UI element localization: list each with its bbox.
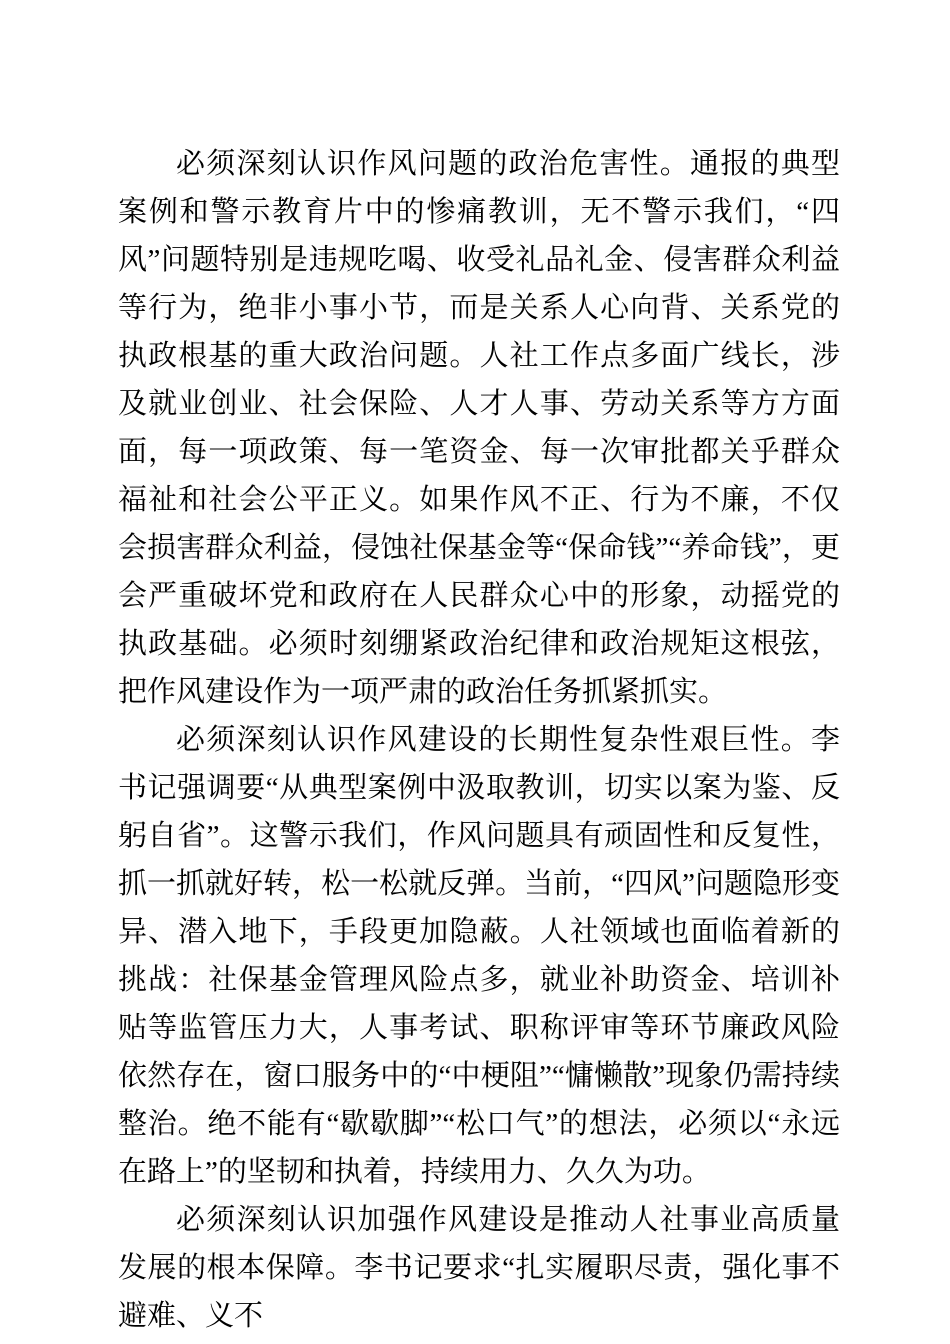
paragraph: 必须深刻认识加强作风建设是推动人社事业高质量发展的根本保障。李书记要求“扎实履职尽责，强化事不避难、义不 <box>118 1204 840 1332</box>
document-body-text <box>118 140 840 1340</box>
paragraph: 必须深刻认识作风建设的长期性复杂性艰巨性。李书记强调要“从典型案例中汲取教训，切实以案为鉴、反躬自省”。这警示我们，作风问题具有顽固性和反复性，抓一抓就好转，松一松就反弹。当前，“四风”问题隐形变异、潜入地下，手段更加隐蔽。人社领域也面临着新的挑战：社保基金管理风险点多，就业补助资金、培训补贴等监管压力大，人事考试、职称评审等环节廉政风险依然存在，窗口服务中的“中梗阻”“慵懒散”现象仍需持续整治。绝不能有“歇歇脚”“松口气”的想法，必须以“永远在路上”的坚韧和执着，持续用力、久久为功。 <box>118 724 840 1188</box>
paragraph: 必须深刻认识作风问题的政治危害性。通报的典型案例和警示教育片中的惨痛教训，无不警示我们，“四风”问题特别是违规吃喝、收受礼品礼金、侵害群众利益等行为，绝非小事小节，而是关系人心向背、关系党的执政根基的重大政治问题。人社工作点多面广线长，涉及就业创业、社会保险、人才人事、劳动关系等方方面面，每一项政策、每一笔资金、每一次审批都关乎群众福祉和社会公平正义。如果作风不正、行为不廉，不仅会损害群众利益，侵蚀社保基金等“保命钱”“养命钱”，更会严重破坏党和政府在人民群众心中的形象，动摇党的执政基础。必须时刻绷紧政治纪律和政治规矩这根弦，把作风建设作为一项严肃的政治任务抓紧抓实。 <box>118 148 840 708</box>
